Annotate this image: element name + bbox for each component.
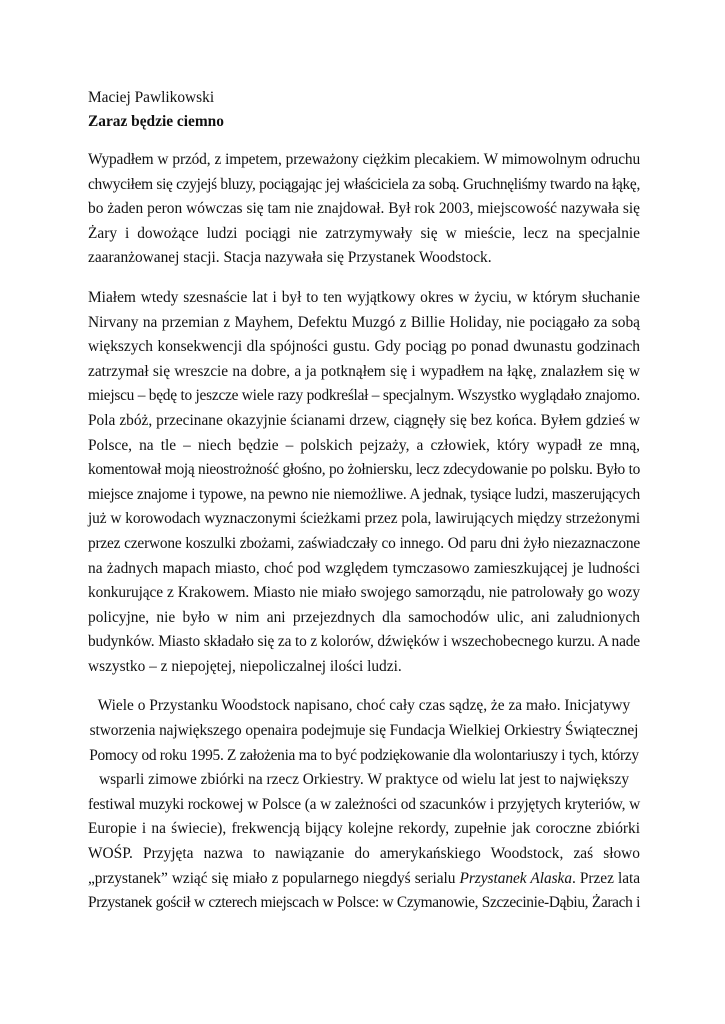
- text-line: Europie i na świecie), frekwencją bijący kolejne rekordy, zupełnie jak coroczne zbiórki: [88, 820, 640, 838]
- text-line: WOŚP. Przyjęta nazwa to nawiązanie do amerykańskiego Woodstock, zaś słowo: [88, 845, 640, 863]
- text-line: przez czerwone koszulki zbożami, zaświadczały co innego. Od paru dni żyło niezaznaczone: [88, 534, 640, 552]
- text-line: Żary i dowożące ludzi pociągi nie zatrzymywały się w mieście, lecz na specjalnie: [88, 224, 640, 242]
- text-line: konkurujące z Krakowem. Miasto nie miało swojego samorządu, nie patrolowały go wozy: [88, 584, 640, 602]
- text-line: Wiele o Przystanku Woodstock napisano, choć cały czas sądzę, że za mało. Inicjatywy: [97, 697, 631, 715]
- text-line: chwyciłem się czyjejś bluzy, pociągając jej właściciela za sobą. Gruchnęliśmy twardo na łąkę,: [88, 175, 640, 193]
- text-line: na żadnych mapach miasto, choć pod względem tymczasowo zamieszkującej je ludności: [88, 559, 640, 577]
- text-line-with-italic: [88, 867, 640, 892]
- text-fragment: „przystanek” wziąć się miało z popularnego niegdyś serialu: [88, 869, 460, 887]
- text-line: policyjne, nie było w nim ani przejezdnych dla samochodów ulic, ani zaludnionych: [88, 608, 640, 626]
- document-title: Zaraz będzie ciemno: [88, 113, 224, 130]
- text-line: komentował moją nieostrożność głośno, po żołniersku, lecz zdecydowanie po polsku. Było to: [88, 461, 640, 479]
- text-line: festiwal muzyki rockowej w Polsce (a w zależności od szacunków i przyjętych kryteriów, w: [88, 795, 640, 813]
- text-line: Przystanek gościł w czterech miejscach w Polsce: w Czymanowie, Szczecinie-Dąbiu, Żarach i: [88, 894, 640, 912]
- text-line: Pomocy od roku 1995. Z założenia ma to być podziękowanie dla wolontariuszy i tych, którzy: [89, 746, 639, 764]
- text-line: miejsce znajome i typowe, na pewno nie niemożliwe. A jednak, tysiące ludzi, maszerujących: [88, 485, 640, 503]
- text-line: Polsce, na tle – niech będzie – polskich pejzaży, a człowiek, który wypadł ze mną,: [88, 436, 640, 454]
- text-line: stworzenia największego openaira podejmuje się Fundacja Wielkiej Orkiestry Świątecznej: [89, 722, 639, 740]
- text-line: wsparli zimowe zbiórki na rzecz Orkiestry. W praktyce od wielu lat jest to największy: [98, 771, 630, 789]
- document-page: [88, 86, 640, 931]
- paragraph-1: [88, 148, 640, 271]
- text-line: zaaranżowanej stacji. Stacja nazywała się Przystanek Woodstock.: [88, 249, 492, 267]
- text-line: zatrzymał się wreszcie na dobre, a ja potknąłem się i wypadłem na łąkę, znalazłem się w: [88, 362, 640, 380]
- text-line: większych konsekwencji dla spójności gustu. Gdy pociąg po ponad dwunastu godzinach: [88, 338, 640, 356]
- text-fragment: . Przez lata: [572, 869, 641, 887]
- paragraph-2: [88, 286, 640, 680]
- text-line: budynków. Miasto składało się za to z kolorów, dźwięków i wszechobecnego kurzu. A nade: [88, 633, 640, 651]
- text-line: bo żaden peron wówczas się tam nie znajdował. Był rok 2003, miejscowość nazywała się: [88, 200, 640, 218]
- italic-series-title: Przystanek Alaska: [459, 869, 572, 887]
- text-line: Wypadłem w przód, z impetem, przeważony ciężkim plecakiem. W mimowolnym odruchu: [88, 151, 640, 168]
- text-line: Miałem wtedy szesnaście lat i był to ten wyjątkowy okres w życiu, w którym słuchanie: [88, 288, 640, 306]
- text-line: Nirvany na przemian z Mayhem, Defektu Muzgó z Billie Holiday, nie pociągało za sobą: [88, 313, 640, 331]
- text-line: wszystko – z niepojętej, niepoliczalnej ilości ludzi.: [88, 657, 402, 675]
- text-line: już w korowodach wyznaczonymi ścieżkami przez pola, lawirujących między strzeżonymi: [88, 510, 640, 528]
- text-line: Pola zbóż, przecinane okazyjnie ścianami drzew, ciągnęły się bez końca. Byłem gdzieś w: [88, 411, 640, 429]
- paragraph-3: [88, 694, 640, 915]
- text-line: miejscu – będę to jeszcze wiele razy podkreślał – specjalnym. Wszystko wyglądało znajomo.: [88, 387, 640, 405]
- author-name: Maciej Pawlikowski: [88, 89, 215, 106]
